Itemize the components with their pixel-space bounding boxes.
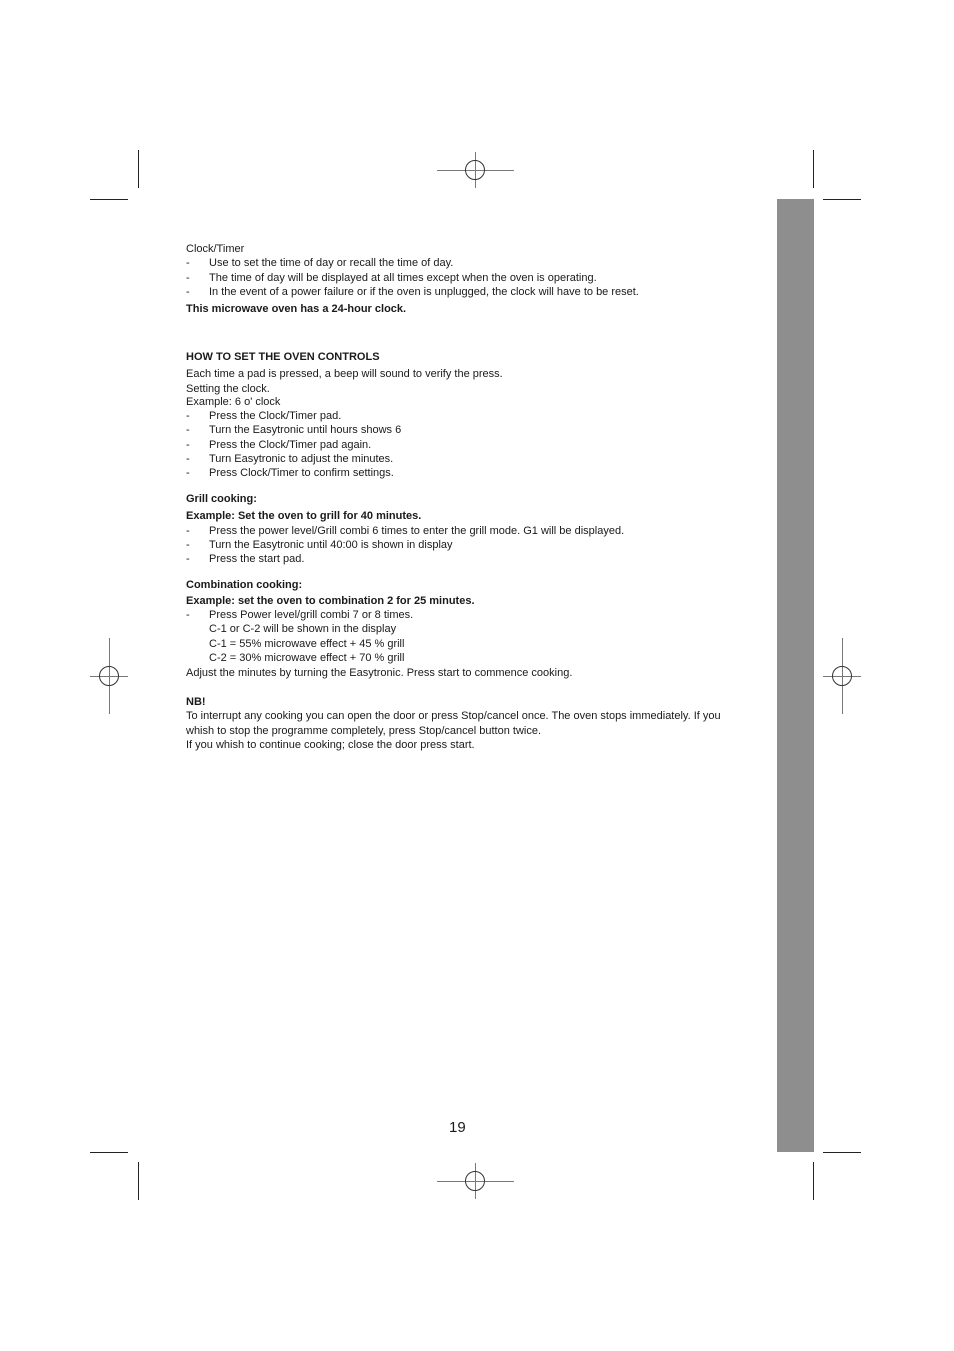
- list-item: - Press the power level/Grill combi 6 times to enter the grill mode. G1 will be displayed.: [186, 524, 625, 537]
- list-item: - Press the Clock/Timer pad.: [186, 409, 342, 422]
- grill-example: Example: Set the oven to grill for 40 minutes.: [186, 510, 422, 523]
- section-heading-combination: Combination cooking:: [186, 578, 303, 591]
- section-heading-grill: Grill cooking:: [186, 492, 257, 505]
- controls-setting: Setting the clock.: [186, 382, 270, 395]
- list-dash: -: [186, 452, 190, 465]
- list-item: - The time of day will be displayed at all times except when the oven is operating.: [186, 271, 597, 284]
- list-item: - Use to set the time of day or recall the time of day.: [186, 257, 454, 270]
- list-dash: -: [186, 553, 190, 566]
- list-dash: -: [186, 271, 190, 284]
- list-dash: -: [186, 539, 190, 551]
- crop-mark: [813, 1162, 814, 1200]
- list-dash: -: [186, 608, 190, 621]
- controls-example: Example: 6 o' clock: [186, 396, 281, 409]
- combination-example: Example: set the oven to combination 2 for 25 minutes.: [186, 595, 475, 608]
- list-dash: -: [186, 409, 190, 422]
- list-item: - In the event of a power failure or if the oven is unplugged, the clock will have to be reset.: [186, 286, 639, 299]
- crop-mark: [138, 150, 139, 188]
- list-item: - Press Power level/grill combi 7 or 8 times.: [186, 608, 414, 621]
- controls-intro: Each time a pad is pressed, a beep will sound to verify the press.: [186, 368, 503, 381]
- crop-mark: [90, 199, 128, 200]
- combination-subline: C-1 or C-2 will be shown in the display: [209, 623, 397, 636]
- list-dash: -: [186, 524, 190, 537]
- list-item: - Turn the Easytronic until 40:00 is shown in display: [186, 539, 453, 551]
- registration-mark-circle: [465, 1171, 485, 1191]
- crop-mark: [823, 1152, 861, 1153]
- list-dash: -: [186, 467, 190, 480]
- registration-mark-circle: [832, 666, 852, 686]
- page-number: 19: [449, 1119, 466, 1136]
- list-item: - Press the start pad.: [186, 553, 305, 566]
- list-dash: -: [186, 286, 190, 299]
- section-heading-controls: HOW TO SET THE OVEN CONTROLS: [186, 351, 380, 364]
- list-item: - Press Clock/Timer to confirm settings.: [186, 467, 394, 480]
- list-dash: -: [186, 424, 190, 437]
- list-item: - Press the Clock/Timer pad again.: [186, 438, 372, 451]
- crop-mark: [813, 150, 814, 188]
- clock-note: This microwave oven has a 24-hour clock.: [186, 302, 407, 315]
- registration-mark-circle: [465, 160, 485, 180]
- combination-adjust: Adjust the minutes by turning the Easytronic. Press start to commence cooking.: [186, 667, 573, 680]
- page-content: [186, 242, 736, 752]
- section-heading-clock: Clock/Timer: [186, 243, 245, 255]
- registration-mark-circle: [99, 666, 119, 686]
- list-dash: -: [186, 257, 190, 270]
- combination-subline: C-1 = 55% microwave effect + 45 % grill: [209, 637, 405, 650]
- nb-paragraph: If you whish to continue cooking; close the door press start.: [186, 738, 475, 751]
- list-item: - Turn Easytronic to adjust the minutes.: [186, 452, 394, 465]
- combination-subline: C-2 = 30% microwave effect + 70 % grill: [209, 651, 405, 664]
- crop-mark: [823, 199, 861, 200]
- list-dash: -: [186, 438, 190, 451]
- nb-paragraph: To interrupt any cooking you can open the door or press Stop/cancel once. The oven stops immediately. If you whish to stop the programme completely, press Stop/cancel button twice.: [186, 710, 721, 737]
- crop-mark: [90, 1152, 128, 1153]
- sidebar-tab: [777, 199, 814, 1152]
- crop-mark: [138, 1162, 139, 1200]
- list-item: - Turn the Easytronic until hours shows 6: [186, 424, 402, 437]
- section-heading-nb: NB!: [186, 695, 206, 708]
